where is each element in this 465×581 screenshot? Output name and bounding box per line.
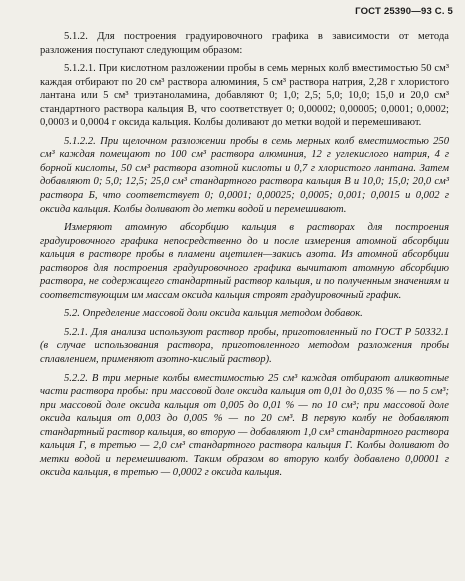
paragraph-5-1-2-1: 5.1.2.1. При кислотном разложении пробы в семь мерных колб вместимостью 50 см³ каждая отбирают по 20 см³ раствора алюминия, 5 см³ раствора натрия, 2,28 г хлористого лантана или 5 см³ триэтаноламина, добавляют 0; 1,0; 2,5; 5,0; 10,0; 15,0 и 20,0 см³ стандартного раствора кальция В, что соответствует 0; 0,00002; 0,00005; 0,0001; 0,0002; 0,0003 и 0,0004 г оксида кальция. Колбы доливают до метки водой и перемешивают. — [40, 63, 449, 129]
paragraph-5-1-2-2: 5.1.2.2. При щелочном разложении пробы в семь мерных колб вместимостью 250 см³ каждая помещают по 100 см³ раствора алюминия, 12 г углекислого натрия, 4 г борной кислоты, 50 см³ раствора азотной кислоты и 0,7 г хлористого лантана. Затем добавляют 0; 5,0; 12,5; 25,0 см³ стандартного раствора кальция В и 10,0; 15,0; 20,0 см³ раствора Б, что соответствует 0; 0,0001; 0,00025; 0,0005; 0,001; 0,0015 и 0,002 г оксида кальция. Колбы доливают до метки водой и перемешивают. — [40, 135, 449, 215]
paragraph-5-2-1: 5.2.1. Для анализа используют раствор пробы, приготовленный по ГОСТ Р 50332.1 (в случае использования раствора, приготовленного методом разложения пробы сплавлением, применяют азотно-кислый раствор). — [40, 326, 449, 366]
paragraph-measurement: Измеряют атомную абсорбцию кальция в растворах для построения градуировочного графика непосредственно до и после измерения атомной абсорбции кальция в растворе пробы в пламени ацетилен—закись азота. Из атомной абсорбции растворов для построения градуировочного графика вычитают атомную абсорбцию раствора, не содержащего стандартный раствор кальция, и по полученным значениям и соответствующим им массам оксида кальция строят градуировочный график. — [40, 222, 449, 301]
paragraph-5-1-2: 5.1.2. Для построения градуировочного графика в зависимости от метода разложения поступают следующим образом: — [40, 31, 449, 56]
paragraph-5-2-2: 5.2.2. В три мерные колбы вместимостью 25 см³ каждая отбирают аликвотные части раствора пробы: при массовой доле оксида кальция от 0,01 до 0,035 % — по 5 см³; при массовой доле оксида кальция от 0,005 до 0,01 % — по 10 см³; при массовой доле оксида кальция от 0,003 до 0,005 % — по 20 см³. В первую колбу не добавляют стандартный раствор кальция, во вторую — добавляют 1,0 см³ стандартного раствора кальция Г, в третью — 2,0 см³ стандартного раствора кальция Г. Колбы доливают до метки водой и перемешивают. Таким образом во вторую колбу добавлено 0,00001 г оксида кальция, в третью — 0,0002 г оксида кальция. — [40, 372, 449, 479]
paragraph-5-2: 5.2. Определение массовой доли оксида кальция методом добавок. — [64, 308, 363, 320]
page-header: ГОСТ 25390—93 С. 5 — [355, 6, 453, 17]
document-body — [40, 30, 449, 485]
